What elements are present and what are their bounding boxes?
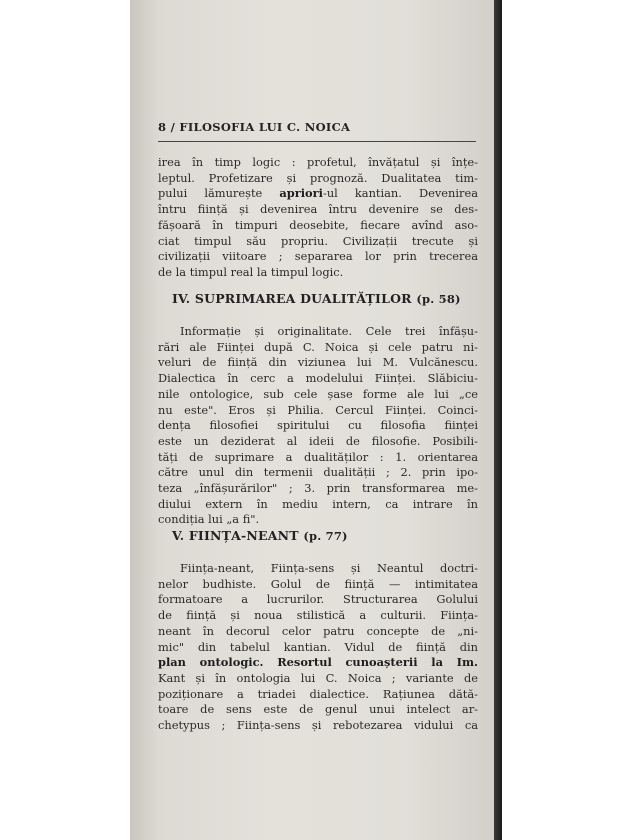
text-line: formatoare a lucrurilor. Structurarea Golului: [158, 592, 478, 607]
text-line: întru ființă și devenirea întru devenire se des-: [158, 202, 478, 217]
bold-phrase: plan ontologic. Resortul cunoașterii la Im.: [158, 655, 478, 670]
text-line: poziționare a triadei dialectice. Rațiunea dătă-: [158, 686, 478, 701]
text-line: Ființa-neant, Ființa-sens și Neantul doctri-: [180, 561, 478, 575]
text-line: neant în decorul celor patru concepte de „ni-: [158, 623, 478, 638]
text-segment: -ul kantian. Devenirea: [322, 186, 478, 201]
text-line: este un deziderat al ideii de filosofie. Posibili-: [158, 433, 478, 448]
text-line: tăți de suprimare a dualităților : 1. orientarea: [158, 449, 478, 464]
text-line: dența filosofiei spiritului cu filosofia ființei: [158, 418, 478, 433]
text-line: condiția lui „a fi".: [158, 512, 260, 527]
text-line: [158, 186, 478, 202]
text-line: irea în timp logic : profetul, învățatul și înțe-: [158, 155, 478, 169]
book-page: [130, 0, 494, 840]
text-line: Kant și în ontologia lui C. Noica ; variante de: [158, 670, 478, 685]
text-line: teza „înfășurărilor" ; 3. prin transformarea me-: [158, 481, 478, 496]
text-line: diului extern în mediu intern, ca intrare în: [158, 496, 478, 511]
text-line: fășoară în timpuri deosebite, fiecare avînd aso-: [158, 217, 478, 232]
text-line: toare de sens este de genul unui intelect ar-: [158, 702, 478, 717]
text-segment: pului lămurește: [158, 186, 280, 201]
section-page-ref: (p. 77): [303, 529, 348, 543]
running-head: 8 / FILOSOFIA LUI C. NOICA: [158, 120, 351, 134]
text-line: de la timpul real la timpul logic.: [158, 264, 344, 279]
section-iv-paragraph: [158, 324, 478, 528]
text-line: de ființă și noua stilistică a culturii. Ființa-: [158, 608, 478, 623]
text-line: leptul. Profetizare și prognoză. Dualitatea tim-: [158, 170, 478, 185]
section-title: IV. SUPRIMAREA DUALITĂȚILOR: [172, 291, 412, 306]
text-line: chetypus ; Ființa-sens și rebotezarea vidului ca: [158, 718, 478, 733]
section-v-paragraph: [158, 561, 478, 734]
text-line: Informație și originalitate. Cele trei înfășu-: [180, 324, 478, 338]
section-heading-v: [172, 528, 482, 543]
text-line: Dialectica în cerc a modelului Ființei. Slăbiciu-: [158, 371, 478, 386]
section-heading-iv: [172, 291, 482, 306]
bold-term-apriori: apriori: [279, 186, 323, 201]
text-line: mic" din tabelul kantian. Vidul de ființă din: [158, 639, 478, 654]
section-page-ref: (p. 58): [416, 292, 461, 306]
intro-paragraph: [158, 155, 478, 281]
text-line: [158, 655, 478, 671]
text-line: nelor budhiste. Golul de ființă — intimitatea: [158, 576, 478, 591]
text-line: ciat timpul său propriu. Civilizații trecute și: [158, 233, 478, 248]
book-spine-shadow: [494, 0, 502, 840]
section-title: V. FIINȚA-NEANT: [172, 528, 299, 543]
text-line: civilizații viitoare ; separarea lor prin trecerea: [158, 249, 478, 264]
text-line: rări ale Ființei după C. Noica și cele patru ni-: [158, 339, 478, 354]
header-rule: [158, 141, 476, 142]
text-line: nu este". Eros și Philia. Cercul Ființei. Coinci-: [158, 402, 478, 417]
text-line: nile ontologice, sub cele șase forme ale lui „ce: [158, 386, 478, 401]
text-line: către unul din termenii dualității ; 2. prin ipo-: [158, 465, 478, 480]
text-line: veluri de ființă din viziunea lui M. Vulcănescu.: [158, 355, 478, 370]
